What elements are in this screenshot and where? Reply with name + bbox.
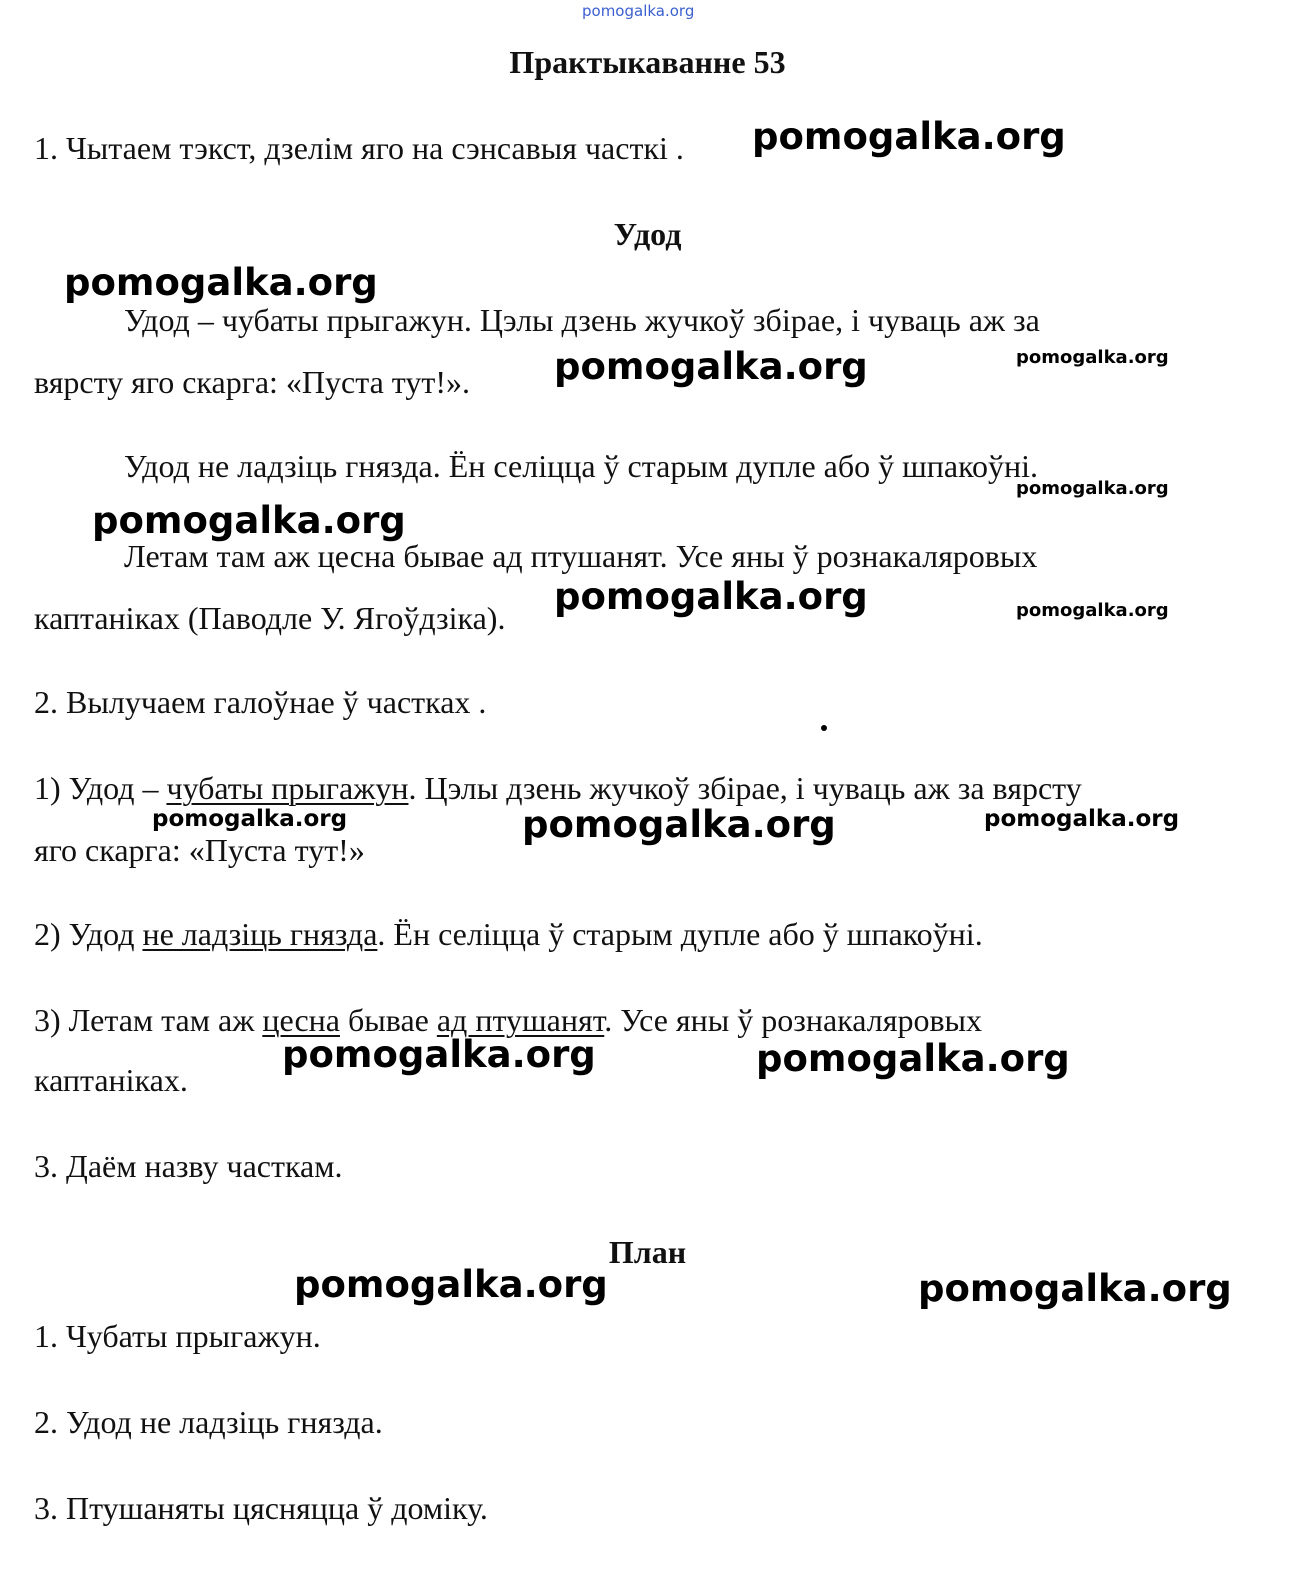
part-2-text-rest: . Ён селіцца ў старым дупле або ў шпакоўні. [377, 916, 983, 952]
plan-heading: План [608, 1234, 687, 1270]
part-1-text: 1) Удод – [34, 770, 167, 806]
plan-item: 2. Удод не ладзіць гнязда. [34, 1404, 383, 1440]
watermark: pomogalka.org [1016, 478, 1169, 499]
part-1-line-2: яго скарга: «Пуста тут!» [34, 832, 365, 868]
part-3-main-idea-1: цесна [262, 1002, 340, 1038]
watermark-top: pomogalka.org [582, 2, 695, 20]
story-heading: Удод [613, 216, 682, 252]
stray-dot [821, 725, 827, 731]
part-2-main-idea: не ладзіць гнязда [142, 916, 378, 952]
story-paragraph-1-line-2: вярсту яго скарга: «Пуста тут!». [34, 364, 470, 400]
part-3-text-rest: . Усе яны ў рознакаляровых [604, 1002, 983, 1038]
part-3-line-2: каптаніках. [34, 1062, 188, 1098]
watermark: pomogalka.org [152, 806, 348, 832]
part-1-text-rest: . Цэлы дзень жучкоў збірае, і чуваць аж за вярсту [408, 770, 1082, 806]
part-1-line-1 [34, 772, 1082, 804]
watermark: pomogalka.org [92, 499, 406, 542]
part-3-text-mid: бывае [339, 1002, 437, 1038]
watermark: pomogalka.org [282, 1033, 596, 1076]
part-2-text: 2) Удод [34, 916, 143, 952]
part-3-main-idea-2: ад птушанят [436, 1002, 605, 1038]
plan-item: 1. Чубаты прыгажун. [34, 1318, 321, 1354]
watermark: pomogalka.org [294, 1263, 608, 1306]
watermark: pomogalka.org [1016, 347, 1169, 368]
story-paragraph-2: Удод не ладзіць гнязда. Ён селіцца ў старым дупле або ў шпакоўні. [124, 448, 1039, 484]
watermark: pomogalka.org [752, 115, 1066, 158]
watermark: pomogalka.org [522, 803, 836, 846]
page-title: Практыкаванне 53 [509, 44, 786, 80]
watermark: pomogalka.org [984, 806, 1180, 832]
watermark: pomogalka.org [756, 1037, 1070, 1080]
watermark: pomogalka.org [1016, 600, 1169, 621]
watermark: pomogalka.org [918, 1267, 1232, 1310]
part-2-line [34, 918, 983, 950]
task-2: 2. Вылучаем галоўнае ў частках . [34, 684, 487, 720]
plan-item: 3. Птушаняты цясняцца ў доміку. [34, 1490, 488, 1526]
part-3-line-1 [34, 1004, 982, 1036]
story-paragraph-3-line-1: Летам там аж цесна бывае ад птушанят. Усе яны ў рознакаляровых [124, 538, 1038, 574]
watermark: pomogalka.org [64, 261, 378, 304]
watermark: pomogalka.org [554, 345, 868, 388]
story-paragraph-3-line-2: каптаніках (Паводле У. Ягоўдзіка). [34, 600, 506, 636]
part-3-text: 3) Летам там аж [34, 1002, 263, 1038]
story-paragraph-1-line-1: Удод – чубаты прыгажун. Цэлы дзень жучкоў збірае, і чуваць аж за [124, 302, 1040, 338]
task-3: 3. Даём назву часткам. [34, 1148, 343, 1184]
part-1-main-idea: чубаты прыгажун [166, 770, 409, 806]
task-1: 1. Чытаем тэкст, дзелім яго на сэнсавыя часткі . [34, 130, 684, 166]
watermark: pomogalka.org [554, 575, 868, 618]
